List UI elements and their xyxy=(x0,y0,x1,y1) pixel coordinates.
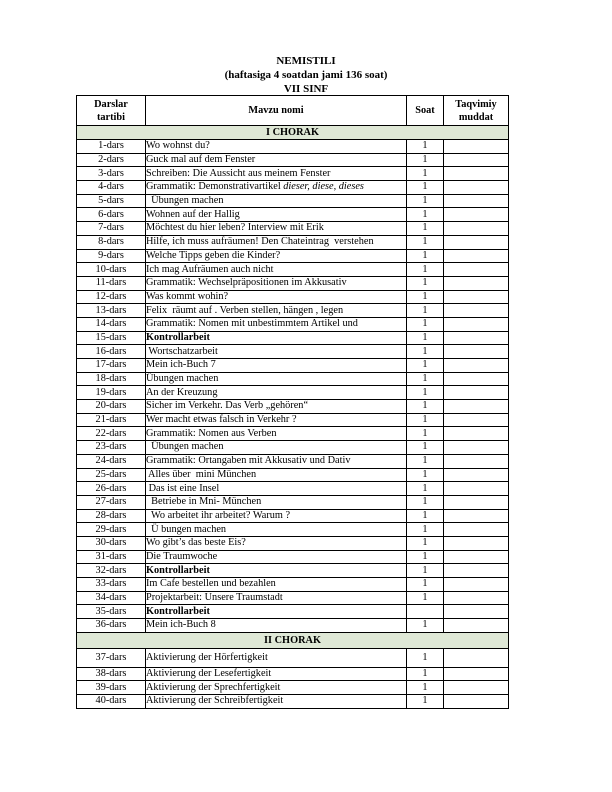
lesson-number: 5-dars xyxy=(77,194,146,208)
lesson-deadline-cell xyxy=(444,495,509,509)
lesson-number: 17-dars xyxy=(77,359,146,373)
lesson-topic xyxy=(146,468,407,482)
lesson-hours: 1 xyxy=(407,564,444,578)
table-row xyxy=(77,427,509,441)
lesson-number: 20-dars xyxy=(77,400,146,414)
lesson-topic xyxy=(146,194,407,208)
table-row xyxy=(77,695,509,709)
lesson-hours: 1 xyxy=(407,591,444,605)
lesson-hours: 1 xyxy=(407,167,444,181)
lesson-topic xyxy=(146,290,407,304)
lesson-topic xyxy=(146,235,407,249)
lesson-topic xyxy=(146,317,407,331)
lesson-topic-text: Grammatik: Demonstrativartikel xyxy=(146,181,284,193)
lesson-topic-text: Mein ich-Buch 7 xyxy=(146,359,216,371)
lesson-deadline-cell xyxy=(444,181,509,195)
lesson-number: 27-dars xyxy=(77,495,146,509)
lesson-topic xyxy=(146,153,407,167)
section-row xyxy=(77,126,509,140)
table-row xyxy=(77,153,509,167)
lesson-number: 30-dars xyxy=(77,536,146,550)
lesson-topic xyxy=(146,681,407,695)
lesson-deadline-cell xyxy=(444,317,509,331)
lesson-hours: 1 xyxy=(407,648,444,667)
lesson-deadline-cell xyxy=(444,667,509,681)
lesson-topic-text: Guck mal auf dem Fenster xyxy=(146,154,256,166)
lesson-topic xyxy=(146,667,407,681)
lesson-number: 39-dars xyxy=(77,681,146,695)
lesson-number: 36-dars xyxy=(77,619,146,633)
lesson-hours: 1 xyxy=(407,667,444,681)
lesson-number: 25-dars xyxy=(77,468,146,482)
lesson-topic-text: Grammatik: Wechselpräpositionen im Akkusativ xyxy=(146,277,347,289)
table-row xyxy=(77,509,509,523)
lesson-topic xyxy=(146,249,407,263)
lesson-hours: 1 xyxy=(407,345,444,359)
lesson-hours: 1 xyxy=(407,550,444,564)
table-row xyxy=(77,249,509,263)
table-row xyxy=(77,681,509,695)
lesson-deadline-cell xyxy=(444,605,509,619)
lesson-hours: 1 xyxy=(407,468,444,482)
lesson-hours: 1 xyxy=(407,290,444,304)
lesson-deadline-cell xyxy=(444,345,509,359)
lesson-number: 22-dars xyxy=(77,427,146,441)
lesson-topic-text: Im Cafe bestellen und bezahlen xyxy=(146,578,276,590)
lesson-deadline-cell xyxy=(444,427,509,441)
lesson-topic-text: Kontrollarbeit xyxy=(146,605,210,617)
lesson-deadline-cell xyxy=(444,550,509,564)
lesson-topic-text: Aktivierung der Hörfertigkeit xyxy=(146,651,268,663)
subject-title: NEMISTILI xyxy=(276,55,336,67)
lesson-hours: 1 xyxy=(407,194,444,208)
lesson-deadline-cell xyxy=(444,536,509,550)
lesson-topic-text: Schreiben: Die Aussicht aus meinem Fenster xyxy=(146,167,331,179)
lesson-topic xyxy=(146,140,407,154)
lesson-topic xyxy=(146,413,407,427)
table-row xyxy=(77,235,509,249)
lesson-deadline-cell xyxy=(444,413,509,427)
lesson-number: 14-dars xyxy=(77,317,146,331)
lesson-topic-text: Was kommt wohin? xyxy=(146,290,229,302)
table-row xyxy=(77,345,509,359)
lesson-number: 37-dars xyxy=(77,648,146,667)
lesson-topic-text: Wohnen auf der Hallig xyxy=(146,208,240,220)
lesson-topic xyxy=(146,523,407,537)
lesson-hours: 1 xyxy=(407,372,444,386)
section-row xyxy=(77,632,509,648)
table-row xyxy=(77,564,509,578)
lesson-number: 10-dars xyxy=(77,263,146,277)
lesson-deadline-cell xyxy=(444,619,509,633)
lesson-topic xyxy=(146,495,407,509)
lesson-topic xyxy=(146,359,407,373)
lesson-deadline-cell xyxy=(444,482,509,496)
lesson-topic xyxy=(146,605,407,619)
table-body xyxy=(77,126,509,709)
table-row xyxy=(77,140,509,154)
lesson-deadline-cell xyxy=(444,140,509,154)
lesson-hours: 1 xyxy=(407,695,444,709)
table-row xyxy=(77,276,509,290)
lesson-topic xyxy=(146,276,407,290)
lesson-hours: 1 xyxy=(407,304,444,318)
lesson-number: 35-dars xyxy=(77,605,146,619)
lesson-topic xyxy=(146,427,407,441)
lesson-topic-italic: dieser, diese, dieses xyxy=(283,181,364,193)
lesson-deadline-cell xyxy=(444,681,509,695)
document-header xyxy=(0,54,612,96)
lesson-topic xyxy=(146,372,407,386)
lesson-topic xyxy=(146,441,407,455)
lesson-number: 11-dars xyxy=(77,276,146,290)
lesson-topic-text: Wer macht etwas falsch in Verkehr ? xyxy=(146,414,297,426)
lesson-topic-text: Wo gibt’s das beste Eis? xyxy=(146,537,246,549)
lesson-topic-text: Das ist eine Insel xyxy=(146,482,220,494)
lesson-topic xyxy=(146,564,407,578)
table-row xyxy=(77,317,509,331)
lesson-hours: 1 xyxy=(407,523,444,537)
lesson-number: 32-dars xyxy=(77,564,146,578)
table-row xyxy=(77,468,509,482)
lesson-hours: 1 xyxy=(407,249,444,263)
lesson-topic-text: Hilfe, ich muss aufräumen! Den Chateintrag verstehen xyxy=(146,236,374,248)
table-row xyxy=(77,454,509,468)
lesson-number: 16-dars xyxy=(77,345,146,359)
lesson-topic-text: Übungen machen xyxy=(146,195,224,207)
lesson-hours: 1 xyxy=(407,441,444,455)
lesson-number: 9-dars xyxy=(77,249,146,263)
lesson-number: 34-dars xyxy=(77,591,146,605)
lesson-topic-text: Felix räumt auf . Verben stellen, hängen , legen xyxy=(146,304,344,316)
lesson-deadline-cell xyxy=(444,331,509,345)
lesson-topic-text: Alles über mini München xyxy=(146,468,257,480)
table-row xyxy=(77,413,509,427)
table-row xyxy=(77,550,509,564)
table-row xyxy=(77,181,509,195)
lesson-deadline-cell xyxy=(444,208,509,222)
lesson-hours: 1 xyxy=(407,386,444,400)
lesson-topic-text: Ich mag Aufräumen auch nicht xyxy=(146,263,274,275)
lesson-number: 19-dars xyxy=(77,386,146,400)
lesson-deadline-cell xyxy=(444,304,509,318)
lesson-deadline-cell xyxy=(444,591,509,605)
lesson-deadline-cell xyxy=(444,441,509,455)
lesson-hours: 1 xyxy=(407,619,444,633)
lesson-topic-text: Mein ich-Buch 8 xyxy=(146,619,216,631)
lesson-topic xyxy=(146,550,407,564)
lesson-number: 26-dars xyxy=(77,482,146,496)
lesson-hours: 1 xyxy=(407,208,444,222)
table-row xyxy=(77,331,509,345)
lesson-deadline-cell xyxy=(444,276,509,290)
table-row xyxy=(77,400,509,414)
table-row xyxy=(77,359,509,373)
lesson-hours: 1 xyxy=(407,495,444,509)
lesson-hours: 1 xyxy=(407,578,444,592)
table-header-row xyxy=(77,96,509,126)
lesson-topic xyxy=(146,578,407,592)
lesson-deadline-cell xyxy=(444,509,509,523)
lesson-hours: 1 xyxy=(407,235,444,249)
column-header-hours: Soat xyxy=(407,96,444,126)
lesson-deadline-cell xyxy=(444,290,509,304)
lesson-topic-text: Kontrollarbeit xyxy=(146,564,210,576)
lesson-number: 29-dars xyxy=(77,523,146,537)
table-row xyxy=(77,495,509,509)
lesson-deadline-cell xyxy=(444,454,509,468)
table-row xyxy=(77,619,509,633)
lesson-number: 24-dars xyxy=(77,454,146,468)
lesson-topic xyxy=(146,482,407,496)
table-row xyxy=(77,304,509,318)
lesson-number: 7-dars xyxy=(77,222,146,236)
lesson-deadline-cell xyxy=(444,194,509,208)
lesson-topic xyxy=(146,181,407,195)
lesson-number: 13-dars xyxy=(77,304,146,318)
lesson-hours: 1 xyxy=(407,536,444,550)
lesson-number: 4-dars xyxy=(77,181,146,195)
table-row xyxy=(77,648,509,667)
lesson-topic-text: Aktivierung der Schreibfertigkeit xyxy=(146,695,284,707)
lesson-number: 21-dars xyxy=(77,413,146,427)
lesson-topic xyxy=(146,509,407,523)
column-header-topic: Mavzu nomi xyxy=(146,96,407,126)
lesson-hours xyxy=(407,605,444,619)
lesson-deadline-cell xyxy=(444,400,509,414)
lesson-hours: 1 xyxy=(407,681,444,695)
table-row xyxy=(77,194,509,208)
lesson-topic xyxy=(146,167,407,181)
hours-note: (haftasiga 4 soatdan jami 136 soat) xyxy=(224,69,388,81)
lesson-hours: 1 xyxy=(407,482,444,496)
lesson-topic xyxy=(146,454,407,468)
lesson-topic-text: Grammatik: Ortangaben mit Akkusativ und Dativ xyxy=(146,455,351,467)
table-row xyxy=(77,208,509,222)
table-row xyxy=(77,578,509,592)
lesson-number: 31-dars xyxy=(77,550,146,564)
lesson-topic xyxy=(146,591,407,605)
lesson-topic xyxy=(146,304,407,318)
lesson-plan-table xyxy=(76,95,509,709)
lesson-hours: 1 xyxy=(407,276,444,290)
table-row xyxy=(77,386,509,400)
lesson-deadline-cell xyxy=(444,578,509,592)
lesson-hours: 1 xyxy=(407,400,444,414)
table-row xyxy=(77,523,509,537)
lesson-deadline-cell xyxy=(444,222,509,236)
lesson-topic xyxy=(146,695,407,709)
table-row xyxy=(77,290,509,304)
lesson-hours: 1 xyxy=(407,413,444,427)
lesson-hours: 1 xyxy=(407,181,444,195)
lesson-topic-text: Sicher im Verkehr. Das Verb „gehören“ xyxy=(146,400,309,412)
lesson-hours: 1 xyxy=(407,509,444,523)
lesson-topic xyxy=(146,386,407,400)
lesson-number: 40-dars xyxy=(77,695,146,709)
lesson-topic-text: Projektarbeit: Unsere Traumstadt xyxy=(146,592,283,604)
lesson-deadline-cell xyxy=(444,564,509,578)
lesson-number: 15-dars xyxy=(77,331,146,345)
lesson-topic-text: Übungen machen xyxy=(146,373,219,385)
table-row xyxy=(77,667,509,681)
table-row xyxy=(77,536,509,550)
lesson-number: 12-dars xyxy=(77,290,146,304)
lesson-number: 33-dars xyxy=(77,578,146,592)
lesson-hours: 1 xyxy=(407,140,444,154)
lesson-deadline-cell xyxy=(444,372,509,386)
table-row xyxy=(77,441,509,455)
grade-title: VII SINF xyxy=(283,83,329,95)
lesson-topic-text: Aktivierung der Lesefertigkeit xyxy=(146,668,272,680)
lesson-hours: 1 xyxy=(407,454,444,468)
table-row xyxy=(77,263,509,277)
lesson-topic-text: Möchtest du hier leben? Interview mit Erik xyxy=(146,222,324,234)
lesson-deadline-cell xyxy=(444,235,509,249)
lesson-topic xyxy=(146,536,407,550)
table-row xyxy=(77,605,509,619)
lesson-topic xyxy=(146,619,407,633)
lesson-number: 23-dars xyxy=(77,441,146,455)
lesson-number: 6-dars xyxy=(77,208,146,222)
lesson-topic-text: Grammatik: Nomen aus Verben xyxy=(146,427,277,439)
table-row xyxy=(77,167,509,181)
lesson-hours: 1 xyxy=(407,222,444,236)
lesson-topic xyxy=(146,208,407,222)
lesson-number: 38-dars xyxy=(77,667,146,681)
lesson-deadline-cell xyxy=(444,468,509,482)
lesson-topic-text: Betriebe in Mni- München xyxy=(146,496,262,508)
section-title: I CHORAK xyxy=(77,126,509,140)
lesson-hours: 1 xyxy=(407,153,444,167)
lesson-deadline-cell xyxy=(444,386,509,400)
lesson-topic xyxy=(146,331,407,345)
lesson-topic-text: Kontrollarbeit xyxy=(146,331,210,343)
lesson-topic xyxy=(146,263,407,277)
lesson-topic xyxy=(146,222,407,236)
lesson-deadline-cell xyxy=(444,153,509,167)
lesson-topic-text: Wortschatzarbeit xyxy=(146,345,218,357)
table-row xyxy=(77,222,509,236)
lesson-deadline-cell xyxy=(444,263,509,277)
column-header-deadline: Taqvimiy muddat xyxy=(444,96,509,126)
lesson-deadline-cell xyxy=(444,249,509,263)
lesson-topic-text: Wo arbeitet ihr arbeitet? Warum ? xyxy=(146,509,291,521)
lesson-hours: 1 xyxy=(407,331,444,345)
lesson-number: 28-dars xyxy=(77,509,146,523)
lesson-topic-text: Ü bungen machen xyxy=(146,523,227,535)
lesson-topic-text: An der Kreuzung xyxy=(146,386,218,398)
lesson-topic xyxy=(146,400,407,414)
lesson-topic-text: Wo wohnst du? xyxy=(146,140,210,152)
table-row xyxy=(77,372,509,386)
section-title: II CHORAK xyxy=(77,632,509,648)
lesson-number: 3-dars xyxy=(77,167,146,181)
lesson-topic-text: Welche Tipps geben die Kinder? xyxy=(146,249,281,261)
lesson-number: 18-dars xyxy=(77,372,146,386)
lesson-deadline-cell xyxy=(444,359,509,373)
table-row xyxy=(77,482,509,496)
lesson-number: 1-dars xyxy=(77,140,146,154)
table-row xyxy=(77,591,509,605)
lesson-deadline-cell xyxy=(444,695,509,709)
lesson-hours: 1 xyxy=(407,427,444,441)
lesson-topic-text: Die Traumwoche xyxy=(146,550,218,562)
lesson-number: 8-dars xyxy=(77,235,146,249)
column-header-order: Darslar tartibi xyxy=(77,96,146,126)
lesson-topic xyxy=(146,648,407,667)
lesson-hours: 1 xyxy=(407,317,444,331)
lesson-deadline-cell xyxy=(444,523,509,537)
lesson-topic xyxy=(146,345,407,359)
lesson-deadline-cell xyxy=(444,648,509,667)
lesson-deadline-cell xyxy=(444,167,509,181)
lesson-topic-text: Übungen machen xyxy=(146,441,224,453)
lesson-hours: 1 xyxy=(407,359,444,373)
lesson-topic-text: Grammatik: Nomen mit unbestimmtem Artikel und xyxy=(146,318,358,330)
lesson-number: 2-dars xyxy=(77,153,146,167)
lesson-hours: 1 xyxy=(407,263,444,277)
lesson-topic-text: Aktivierung der Sprechfertigkeit xyxy=(146,681,281,693)
